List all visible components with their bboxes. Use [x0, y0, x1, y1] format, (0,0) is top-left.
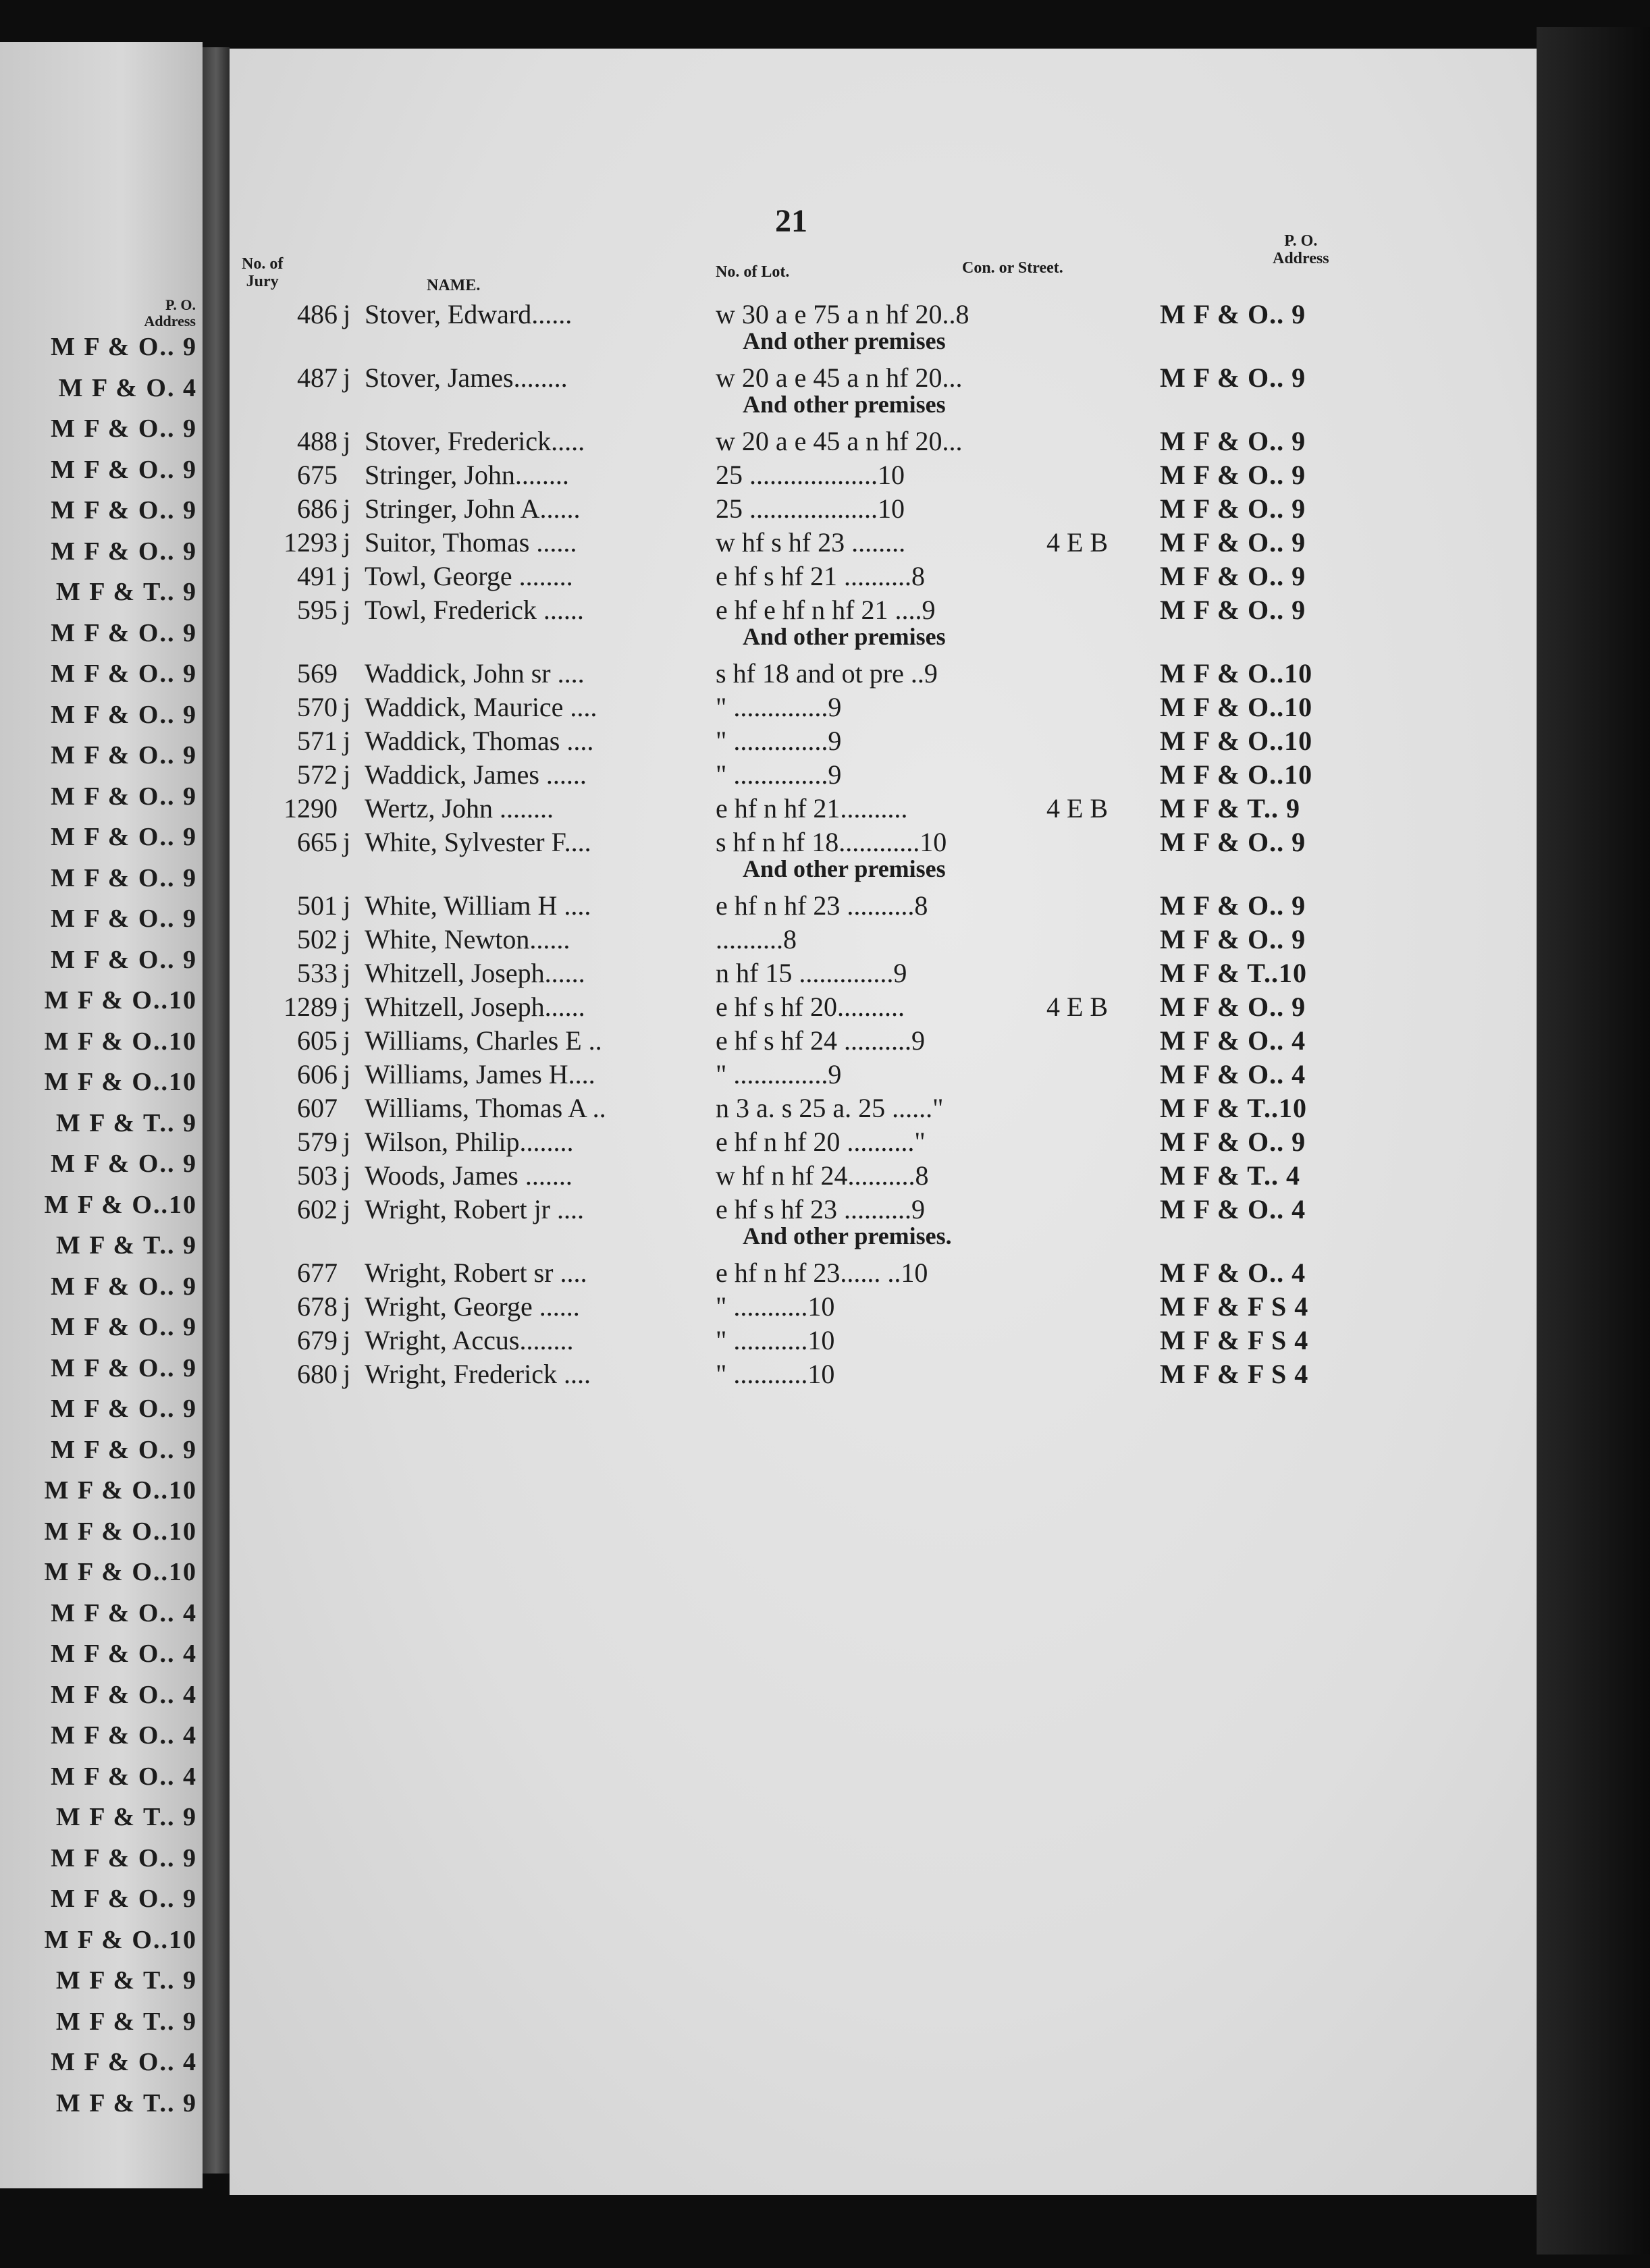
entry-address: M F & O..10 [1160, 759, 1313, 790]
entry-address: M F & F S 4 [1160, 1325, 1309, 1355]
entry-number: 602 [297, 1194, 338, 1224]
entry-number: 569 [297, 658, 338, 688]
left-address-entry: M F & O..10 [44, 986, 197, 1015]
left-address-entry: M F & O.. 9 [51, 659, 197, 688]
entry-lot: " ..............9 [716, 1059, 842, 1089]
jury-mark: j [343, 1059, 351, 1089]
jury-mark: j [343, 890, 351, 921]
entry-address: M F & O.. 9 [1160, 992, 1306, 1022]
left-address-entry: M F & O.. 9 [51, 1353, 197, 1382]
entry-row [230, 1358, 1537, 1392]
entry-lot: 25 ...................10 [716, 493, 905, 524]
entry-address: M F & O.. 4 [1160, 1194, 1306, 1224]
entry-lot: " ..............9 [716, 726, 842, 756]
entry-concession: 4 E B [1046, 992, 1109, 1022]
left-address-entry: M F & O.. 9 [51, 414, 197, 443]
left-address-entry: M F & O.. 9 [51, 945, 197, 974]
entry-number: 606 [297, 1059, 338, 1089]
other-premises-note: And other premises [743, 855, 946, 882]
entry-number: 1290 [284, 793, 338, 824]
left-address-entry: M F & T.. 9 [55, 2007, 197, 2036]
document-page [230, 49, 1537, 2195]
entry-name: Stover, James........ [365, 362, 568, 393]
entry-lot: " ..............9 [716, 692, 842, 722]
entry-number: 677 [297, 1258, 338, 1288]
entry-name: Williams, James H.... [365, 1059, 595, 1089]
entry-lot: e hf n hf 21.......... [716, 793, 908, 824]
entry-name: Wright, Robert sr .... [365, 1258, 587, 1288]
left-address-entry: M F & O.. 9 [51, 537, 197, 566]
entry-number: 491 [297, 561, 338, 591]
left-address-entry: M F & O.. 9 [51, 863, 197, 892]
entry-address: M F & F S 4 [1160, 1359, 1309, 1389]
entry-row [230, 526, 1537, 560]
entry-address: M F & O.. 9 [1160, 527, 1306, 558]
entry-number: 487 [297, 362, 338, 393]
entry-number: 503 [297, 1160, 338, 1191]
entry-address: M F & O.. 9 [1160, 561, 1306, 591]
left-address-entry: M F & O.. 4 [51, 1640, 197, 1668]
entry-name: Wright, Robert jr .... [365, 1194, 584, 1224]
entry-row [230, 725, 1537, 759]
scan-border [1537, 27, 1650, 2254]
entry-address: M F & F S 4 [1160, 1291, 1309, 1322]
entry-name: Waddick, James ...... [365, 759, 587, 790]
entry-row [230, 657, 1537, 691]
entry-number: 572 [297, 759, 338, 790]
header-con: Con. or Street. [962, 259, 1063, 277]
jury-mark: j [343, 1127, 351, 1157]
entry-number: 571 [297, 726, 338, 756]
entry-row [230, 759, 1537, 792]
entry-number: 488 [297, 426, 338, 456]
entry-address: M F & T.. 4 [1160, 1160, 1301, 1191]
entry-number: 678 [297, 1291, 338, 1322]
facing-page-fragment [0, 42, 203, 2188]
entry-number: 607 [297, 1093, 338, 1123]
header-po-address [1273, 232, 1329, 267]
jury-mark: j [343, 493, 351, 524]
entry-row [230, 459, 1537, 493]
entry-lot: n 3 a. s 25 a. 25 ......" [716, 1093, 944, 1123]
left-address-entry: M F & O..10 [44, 1558, 197, 1586]
left-address-entry: M F & O.. 9 [51, 333, 197, 361]
jury-mark: j [343, 561, 351, 591]
jury-mark: j [343, 924, 351, 954]
entry-number: 1289 [284, 992, 338, 1022]
entry-name: Towl, Frederick ...... [365, 595, 584, 625]
entry-lot: " ...........10 [716, 1325, 835, 1355]
left-address-entry: M F & O.. 9 [51, 782, 197, 811]
left-address-entry: M F & O.. 9 [51, 1272, 197, 1301]
entry-row [230, 560, 1537, 594]
entry-name: Wright, George ...... [365, 1291, 580, 1322]
entry-lot: e hf s hf 23 ..........9 [716, 1194, 925, 1224]
header-address: Address [1273, 250, 1329, 267]
entry-name: Wilson, Philip........ [365, 1127, 574, 1157]
entry-number: 533 [297, 958, 338, 988]
entry-address: M F & O.. 4 [1160, 1025, 1306, 1056]
entry-lot: e hf n hf 23...... ..10 [716, 1258, 928, 1288]
header-no: No. of [242, 255, 284, 273]
jury-mark: j [343, 726, 351, 756]
left-column-header [88, 297, 196, 329]
entry-lot: e hf n hf 20 .........." [716, 1127, 926, 1157]
other-premises-note: And other premises [743, 391, 946, 418]
entry-number: 679 [297, 1325, 338, 1355]
left-address-entry: M F & T.. 9 [55, 1231, 197, 1260]
entry-address: M F & O.. 9 [1160, 426, 1306, 456]
entry-lot: w 20 a e 45 a n hf 20... [716, 362, 963, 393]
entry-lot: w 30 a e 75 a n hf 20..8 [716, 299, 969, 329]
entry-row [230, 957, 1537, 991]
jury-mark: j [343, 1325, 351, 1355]
header-jury: Jury [246, 273, 279, 290]
header-lot: No. of Lot. [716, 263, 790, 281]
entry-row [230, 493, 1537, 526]
entry-name: Towl, George ........ [365, 561, 573, 591]
left-address-entry: M F & T.. 9 [55, 1803, 197, 1831]
left-address-entry: M F & O.. 9 [51, 905, 197, 933]
entry-name: Waddick, Maurice .... [365, 692, 597, 722]
entry-name: White, William H .... [365, 890, 591, 921]
entry-address: M F & O.. 4 [1160, 1059, 1306, 1089]
entry-address: M F & T..10 [1160, 1093, 1308, 1123]
left-address-entry: M F & O.. 9 [51, 1150, 197, 1178]
left-address-entry: M F & T.. 9 [55, 1108, 197, 1137]
jury-mark: j [343, 299, 351, 329]
jury-mark: j [343, 958, 351, 988]
entry-row [230, 691, 1537, 725]
left-address-entry: M F & O.. 4 [51, 1680, 197, 1709]
entry-name: Stringer, John A...... [365, 493, 581, 524]
left-address-entry: M F & O.. 9 [51, 1885, 197, 1913]
entry-lot: e hf e hf n hf 21 ....9 [716, 595, 936, 625]
entry-address: M F & O.. 9 [1160, 362, 1306, 393]
left-address-entry: M F & O.. 4 [51, 1721, 197, 1750]
entry-address: M F & O..10 [1160, 692, 1313, 722]
entry-address: M F & O.. 9 [1160, 924, 1306, 954]
entry-lot: 25 ...................10 [716, 460, 905, 490]
entry-number: 686 [297, 493, 338, 524]
entry-name: Whitzell, Joseph...... [365, 958, 585, 988]
entry-name: Stover, Frederick..... [365, 426, 585, 456]
entry-name: Wright, Accus........ [365, 1325, 574, 1355]
left-address-entry: M F & O. 4 [58, 373, 197, 402]
entry-name: Stringer, John........ [365, 460, 569, 490]
entry-address: M F & O..10 [1160, 658, 1313, 688]
entry-name: White, Newton...... [365, 924, 570, 954]
entry-number: 675 [297, 460, 338, 490]
entry-lot: e hf s hf 24 ..........9 [716, 1025, 925, 1056]
left-address-entry: M F & O.. 9 [51, 700, 197, 729]
entry-address: M F & O.. 9 [1160, 1127, 1306, 1157]
header-no-jury [242, 255, 283, 290]
entry-row [230, 1025, 1537, 1058]
left-address-entry: M F & O.. 9 [51, 1313, 197, 1341]
entry-name: Wertz, John ........ [365, 793, 554, 824]
entry-address: M F & O.. 9 [1160, 827, 1306, 857]
left-header-address: Address [144, 313, 196, 329]
left-address-entry: M F & O.. 9 [51, 823, 197, 851]
entry-address: M F & O.. 9 [1160, 595, 1306, 625]
jury-mark: j [343, 759, 351, 790]
entry-address: M F & O.. 9 [1160, 890, 1306, 921]
entry-lot: e hf n hf 23 ..........8 [716, 890, 928, 921]
page-number: 21 [775, 203, 807, 239]
entry-row [230, 1291, 1537, 1324]
jury-mark: j [343, 1194, 351, 1224]
left-address-entry: M F & T.. 9 [55, 2088, 197, 2117]
left-address-entry: M F & O..10 [44, 1027, 197, 1056]
entry-lot: " ..............9 [716, 759, 842, 790]
left-address-entry: M F & O.. 9 [51, 741, 197, 770]
jury-mark: j [343, 827, 351, 857]
entry-concession: 4 E B [1046, 527, 1109, 558]
entry-row [230, 1126, 1537, 1160]
jury-mark: j [343, 992, 351, 1022]
entry-name: Williams, Charles E .. [365, 1025, 602, 1056]
left-address-entry: M F & T.. 9 [55, 578, 197, 606]
entry-name: Whitzell, Joseph...... [365, 992, 585, 1022]
entry-number: 501 [297, 890, 338, 921]
jury-mark: j [343, 362, 351, 393]
other-premises-note: And other premises [743, 327, 946, 354]
entry-address: M F & O.. 4 [1160, 1258, 1306, 1288]
entry-name: Williams, Thomas A .. [365, 1093, 606, 1123]
entry-number: 665 [297, 827, 338, 857]
entry-lot: s hf n hf 18............10 [716, 827, 947, 857]
entry-number: 605 [297, 1025, 338, 1056]
entry-row [230, 890, 1537, 923]
left-address-entry: M F & O.. 9 [51, 618, 197, 647]
entry-number: 486 [297, 299, 338, 329]
other-premises-note: And other premises [743, 623, 946, 650]
jury-mark: j [343, 527, 351, 558]
entry-row [230, 425, 1537, 459]
left-address-entry: M F & O..10 [44, 1476, 197, 1505]
entry-lot: " ...........10 [716, 1291, 835, 1322]
entry-lot: s hf 18 and ot pre ..9 [716, 658, 938, 688]
entry-lot: ..........8 [716, 924, 797, 954]
entry-address: M F & O.. 9 [1160, 493, 1306, 524]
entry-address: M F & O..10 [1160, 726, 1313, 756]
entry-name: Suitor, Thomas ...... [365, 527, 577, 558]
header-po: P. O. [1284, 232, 1318, 250]
entry-address: M F & T..10 [1160, 958, 1308, 988]
left-address-entry: M F & O.. 9 [51, 1435, 197, 1464]
entry-lot: " ...........10 [716, 1359, 835, 1389]
entry-lot: e hf s hf 21 ..........8 [716, 561, 925, 591]
left-address-entry: M F & O.. 9 [51, 496, 197, 524]
jury-mark: j [343, 1291, 351, 1322]
left-address-entry: M F & O.. 4 [51, 2048, 197, 2076]
entry-row [230, 1160, 1537, 1193]
left-address-entry: M F & O.. 9 [51, 455, 197, 484]
entry-name: White, Sylvester F.... [365, 827, 591, 857]
left-address-entry: M F & O..10 [44, 1517, 197, 1546]
entry-name: Wright, Frederick .... [365, 1359, 591, 1389]
entry-lot: e hf s hf 20.......... [716, 992, 905, 1022]
entry-name: Woods, James ....... [365, 1160, 573, 1191]
other-premises-note: And other premises. [743, 1222, 952, 1249]
left-address-entry: M F & O..10 [44, 1925, 197, 1954]
entry-row [230, 991, 1537, 1025]
entry-row [230, 923, 1537, 957]
entry-row [230, 1058, 1537, 1092]
header-name: NAME. [427, 277, 481, 294]
left-header-po: P. O. [165, 296, 196, 313]
left-address-entry: M F & O.. 4 [51, 1762, 197, 1791]
entry-number: 502 [297, 924, 338, 954]
entry-address: M F & O.. 9 [1160, 299, 1306, 329]
entry-number: 595 [297, 595, 338, 625]
entry-number: 680 [297, 1359, 338, 1389]
jury-mark: j [343, 426, 351, 456]
entry-number: 1293 [284, 527, 338, 558]
jury-mark: j [343, 595, 351, 625]
jury-mark: j [343, 1359, 351, 1389]
jury-mark: j [343, 692, 351, 722]
jury-mark: j [343, 1025, 351, 1056]
entry-lot: n hf 15 ..............9 [716, 958, 907, 988]
left-address-entry: M F & T.. 9 [55, 1966, 197, 1995]
entry-address: M F & T.. 9 [1160, 793, 1301, 824]
entry-row [230, 792, 1537, 826]
jury-mark: j [343, 1160, 351, 1191]
entry-name: Stover, Edward...... [365, 299, 573, 329]
book-gutter [203, 47, 230, 2174]
entry-lot: w 20 a e 45 a n hf 20... [716, 426, 963, 456]
left-address-entry: M F & O.. 9 [51, 1843, 197, 1872]
entry-concession: 4 E B [1046, 793, 1109, 824]
entry-lot: w hf n hf 24..........8 [716, 1160, 929, 1191]
entry-number: 579 [297, 1127, 338, 1157]
entry-row [230, 1324, 1537, 1358]
entry-address: M F & O.. 9 [1160, 460, 1306, 490]
left-address-entry: M F & O..10 [44, 1190, 197, 1219]
entry-number: 570 [297, 692, 338, 722]
entry-name: Waddick, John sr .... [365, 658, 585, 688]
left-address-entry: M F & O.. 9 [51, 1395, 197, 1423]
entry-row [230, 1092, 1537, 1126]
left-address-entry: M F & O..10 [44, 1068, 197, 1096]
left-address-entry: M F & O.. 4 [51, 1598, 197, 1627]
entry-lot: w hf s hf 23 ........ [716, 527, 906, 558]
entry-row [230, 1257, 1537, 1291]
entry-name: Waddick, Thomas .... [365, 726, 594, 756]
